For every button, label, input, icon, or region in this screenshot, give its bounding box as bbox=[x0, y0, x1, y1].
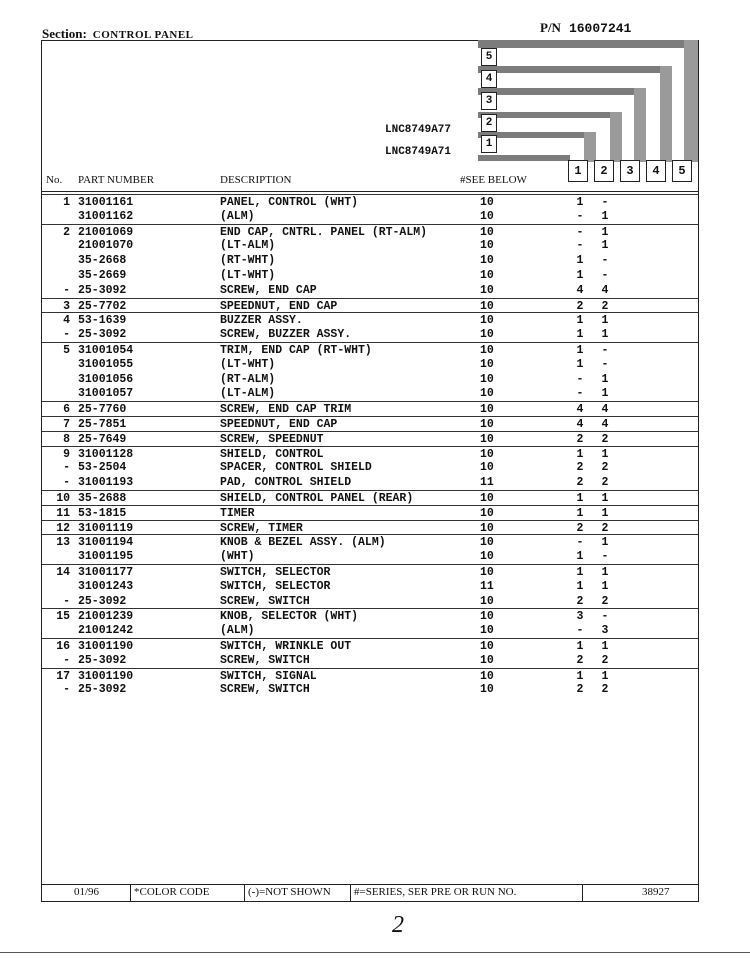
qty-model-1: 2 bbox=[576, 683, 584, 697]
part-number: 31001190 bbox=[78, 639, 134, 653]
part-number: 31001054 bbox=[78, 343, 134, 357]
qty-model-1: - bbox=[576, 387, 584, 401]
part-number: 25-3092 bbox=[78, 653, 127, 667]
page-edge-line bbox=[0, 952, 750, 953]
part-number: 25-7760 bbox=[78, 403, 127, 417]
part-number: 31001055 bbox=[78, 357, 134, 371]
table-row bbox=[42, 342, 698, 357]
series-code: 10 bbox=[480, 461, 494, 475]
item-number: 9 bbox=[63, 447, 70, 461]
qty-model-2: 1 bbox=[601, 447, 609, 461]
series-code: 10 bbox=[480, 417, 494, 431]
table-row bbox=[42, 431, 698, 446]
table-row bbox=[42, 608, 698, 623]
item-number: 8 bbox=[63, 432, 70, 446]
description: SWITCH, SELECTOR bbox=[220, 565, 331, 579]
table-row bbox=[42, 238, 698, 253]
part-number: 31001057 bbox=[78, 387, 134, 401]
description: (LT-WHT) bbox=[220, 268, 276, 282]
description: SPEEDNUT, END CAP bbox=[220, 417, 338, 431]
part-number: 25-3092 bbox=[78, 283, 127, 297]
stair-number: 4 bbox=[481, 70, 497, 88]
stair-number: 2 bbox=[481, 114, 497, 132]
footer-divider bbox=[582, 885, 583, 901]
description: (LT-ALM) bbox=[220, 239, 276, 253]
description: SCREW, BUZZER ASSY. bbox=[220, 328, 352, 342]
part-number: 31001056 bbox=[78, 372, 134, 386]
qty-model-1: 1 bbox=[576, 491, 584, 505]
table-row bbox=[42, 372, 698, 387]
description: PAD, CONTROL SHIELD bbox=[220, 476, 352, 490]
series-code: 10 bbox=[480, 343, 494, 357]
part-number: 21001242 bbox=[78, 624, 134, 638]
qty-model-2: - bbox=[601, 550, 609, 564]
qty-model-1: 1 bbox=[576, 506, 584, 520]
qty-model-2: 4 bbox=[601, 403, 609, 417]
qty-model-2: - bbox=[601, 357, 609, 371]
part-number: 25-7851 bbox=[78, 417, 127, 431]
footer bbox=[42, 885, 698, 901]
footer-divider bbox=[244, 885, 245, 901]
footer-doc-number: 38927 bbox=[642, 886, 670, 898]
description: TIMER bbox=[220, 506, 255, 520]
series-code: 11 bbox=[480, 476, 494, 490]
part-number: 31001128 bbox=[78, 447, 134, 461]
series-code: 10 bbox=[480, 196, 494, 209]
item-number: 3 bbox=[63, 299, 70, 313]
series-code: 10 bbox=[480, 610, 494, 624]
stair-number: 1 bbox=[481, 135, 497, 153]
qty-model-2: 2 bbox=[601, 594, 609, 608]
table-row bbox=[42, 668, 698, 683]
qty-model-2: 2 bbox=[601, 461, 609, 475]
part-number: 31001177 bbox=[78, 565, 134, 579]
table-row bbox=[42, 194, 698, 209]
qty-model-2: 2 bbox=[601, 476, 609, 490]
qty-model-2: - bbox=[601, 343, 609, 357]
part-number: 21001069 bbox=[78, 225, 134, 239]
model-number-a: LNC8749A77 bbox=[385, 124, 452, 136]
band-4-v bbox=[660, 66, 672, 162]
item-number: 10 bbox=[56, 491, 70, 505]
series-code: 10 bbox=[480, 225, 494, 239]
footer-color-code: *COLOR CODE bbox=[134, 886, 210, 898]
qty-model-2: - bbox=[601, 254, 609, 268]
item-number: 5 bbox=[63, 343, 70, 357]
qty-model-2: - bbox=[601, 196, 609, 209]
series-code: 10 bbox=[480, 357, 494, 371]
series-code: 10 bbox=[480, 536, 494, 550]
qty-model-2: 1 bbox=[601, 225, 609, 239]
table-row bbox=[42, 283, 698, 298]
table-row bbox=[42, 682, 698, 697]
section-value: CONTROL PANEL bbox=[92, 29, 194, 41]
item-number: 1 bbox=[63, 196, 70, 209]
part-number: 31001190 bbox=[78, 669, 134, 683]
description: SWITCH, SELECTOR bbox=[220, 579, 331, 593]
description: SCREW, SWITCH bbox=[220, 653, 310, 667]
item-number: - bbox=[63, 283, 70, 297]
qty-model-2: 4 bbox=[601, 417, 609, 431]
qty-model-1: - bbox=[576, 372, 584, 386]
item-number: - bbox=[63, 328, 70, 342]
model-number-b: LNC8749A71 bbox=[385, 146, 452, 158]
series-code: 10 bbox=[480, 328, 494, 342]
table-row bbox=[42, 460, 698, 475]
qty-model-1: 4 bbox=[576, 417, 584, 431]
description: PANEL, CONTROL (WHT) bbox=[220, 196, 359, 209]
description: END CAP, CNTRL. PANEL (RT-ALM) bbox=[220, 225, 428, 239]
series-code: 10 bbox=[480, 283, 494, 297]
model-column-number: 4 bbox=[646, 160, 666, 182]
series-code: 10 bbox=[480, 209, 494, 223]
band-5-v bbox=[684, 40, 698, 162]
pn-value: 16007241 bbox=[568, 21, 632, 36]
item-number: 16 bbox=[56, 639, 70, 653]
table-row bbox=[42, 446, 698, 461]
qty-model-1: - bbox=[576, 239, 584, 253]
qty-model-1: 1 bbox=[576, 343, 584, 357]
table-row bbox=[42, 579, 698, 594]
qty-model-2: 3 bbox=[601, 624, 609, 638]
qty-model-2: 2 bbox=[601, 683, 609, 697]
qty-model-1: 1 bbox=[576, 565, 584, 579]
table-row bbox=[42, 268, 698, 283]
qty-model-1: 1 bbox=[576, 669, 584, 683]
qty-model-2: 1 bbox=[601, 669, 609, 683]
series-code: 10 bbox=[480, 521, 494, 535]
part-number: 31001243 bbox=[78, 579, 134, 593]
qty-model-1: 1 bbox=[576, 268, 584, 282]
series-code: 10 bbox=[480, 550, 494, 564]
item-number: 15 bbox=[56, 610, 70, 624]
table-row bbox=[42, 253, 698, 268]
description: SPACER, CONTROL SHIELD bbox=[220, 461, 372, 475]
series-code: 10 bbox=[480, 565, 494, 579]
part-number: 21001239 bbox=[78, 610, 134, 624]
table-row bbox=[42, 401, 698, 416]
qty-model-2: 1 bbox=[601, 491, 609, 505]
stair-number: 3 bbox=[481, 92, 497, 110]
part-number: 25-3092 bbox=[78, 683, 127, 697]
table-row bbox=[42, 312, 698, 327]
item-number: 17 bbox=[56, 669, 70, 683]
description: SCREW, SPEEDNUT bbox=[220, 432, 324, 446]
band-5-h bbox=[478, 40, 698, 48]
model-column-number: 2 bbox=[594, 160, 614, 182]
footer-not-shown: (-)=NOT SHOWN bbox=[248, 886, 331, 898]
qty-model-2: 1 bbox=[601, 565, 609, 579]
table-row bbox=[42, 490, 698, 505]
qty-model-1: 1 bbox=[576, 639, 584, 653]
qty-model-1: 1 bbox=[576, 550, 584, 564]
description: SHIELD, CONTROL bbox=[220, 447, 324, 461]
part-number: 31001195 bbox=[78, 550, 134, 564]
band-3-h bbox=[478, 88, 646, 95]
section-label: Section: bbox=[42, 26, 87, 41]
item-number: 12 bbox=[56, 521, 70, 535]
qty-model-2: 2 bbox=[601, 653, 609, 667]
description: SPEEDNUT, END CAP bbox=[220, 299, 338, 313]
description: SWITCH, SIGNAL bbox=[220, 669, 317, 683]
description: KNOB & BEZEL ASSY. (ALM) bbox=[220, 536, 386, 550]
qty-model-1: 1 bbox=[576, 196, 584, 209]
qty-model-2: 1 bbox=[601, 314, 609, 328]
series-code: 10 bbox=[480, 387, 494, 401]
item-number: 6 bbox=[63, 403, 70, 417]
description: (LT-ALM) bbox=[220, 387, 276, 401]
part-number: 25-7702 bbox=[78, 299, 127, 313]
series-code: 10 bbox=[480, 491, 494, 505]
qty-model-1: 3 bbox=[576, 610, 584, 624]
table-row bbox=[42, 298, 698, 313]
description: (WHT) bbox=[220, 550, 255, 564]
series-code: 10 bbox=[480, 683, 494, 697]
band-0-h bbox=[478, 155, 570, 161]
table-row bbox=[42, 209, 698, 224]
qty-model-1: 2 bbox=[576, 594, 584, 608]
qty-model-1: 2 bbox=[576, 476, 584, 490]
qty-model-2: 2 bbox=[601, 432, 609, 446]
table-row bbox=[42, 327, 698, 342]
series-code: 11 bbox=[480, 579, 494, 593]
pn-label: P/N bbox=[540, 20, 561, 35]
series-code: 10 bbox=[480, 314, 494, 328]
description: (RT-WHT) bbox=[220, 254, 276, 268]
series-code: 10 bbox=[480, 403, 494, 417]
series-code: 10 bbox=[480, 239, 494, 253]
series-code: 10 bbox=[480, 624, 494, 638]
item-number: 2 bbox=[63, 225, 70, 239]
part-number: 35-2688 bbox=[78, 491, 127, 505]
table-row bbox=[42, 594, 698, 609]
qty-model-2: 1 bbox=[601, 328, 609, 342]
table-row bbox=[42, 386, 698, 401]
band-4-h bbox=[478, 66, 672, 73]
footer-divider bbox=[350, 885, 351, 901]
part-number: 21001070 bbox=[78, 239, 134, 253]
item-number: 4 bbox=[63, 314, 70, 328]
header-rule bbox=[42, 191, 698, 192]
qty-model-1: 2 bbox=[576, 653, 584, 667]
part-number: 25-7649 bbox=[78, 432, 127, 446]
qty-model-2: 1 bbox=[601, 506, 609, 520]
description: (LT-WHT) bbox=[220, 357, 276, 371]
table-row bbox=[42, 416, 698, 431]
qty-model-2: 2 bbox=[601, 521, 609, 535]
series-code: 10 bbox=[480, 432, 494, 446]
part-number: 25-3092 bbox=[78, 594, 127, 608]
item-number: - bbox=[63, 683, 70, 697]
series-code: 10 bbox=[480, 268, 494, 282]
qty-model-1: 1 bbox=[576, 314, 584, 328]
description: TRIM, END CAP (RT-WHT) bbox=[220, 343, 372, 357]
model-column-number: 1 bbox=[568, 160, 588, 182]
description: (RT-ALM) bbox=[220, 372, 276, 386]
part-number: 53-1815 bbox=[78, 506, 127, 520]
table-row bbox=[42, 623, 698, 638]
part-number: 25-3092 bbox=[78, 328, 127, 342]
band-2-h bbox=[478, 112, 622, 118]
table-row bbox=[42, 534, 698, 549]
qty-model-1: 1 bbox=[576, 447, 584, 461]
qty-model-1: 2 bbox=[576, 299, 584, 313]
qty-model-2: 1 bbox=[601, 387, 609, 401]
band-3-v bbox=[634, 88, 646, 162]
description: (ALM) bbox=[220, 209, 255, 223]
table-row bbox=[42, 653, 698, 668]
column-header-description: DESCRIPTION bbox=[220, 174, 292, 186]
table-row bbox=[42, 475, 698, 490]
series-code: 10 bbox=[480, 254, 494, 268]
qty-model-1: 2 bbox=[576, 432, 584, 446]
footer-divider bbox=[130, 885, 131, 901]
table-row bbox=[42, 520, 698, 535]
table-row bbox=[42, 505, 698, 520]
table-row bbox=[42, 638, 698, 653]
band-2-v bbox=[610, 112, 622, 162]
model-column-number: 5 bbox=[672, 160, 692, 182]
description: BUZZER ASSY. bbox=[220, 314, 303, 328]
item-number: - bbox=[63, 594, 70, 608]
item-number: 7 bbox=[63, 417, 70, 431]
series-code: 10 bbox=[480, 653, 494, 667]
description: SHIELD, CONTROL PANEL (REAR) bbox=[220, 491, 414, 505]
column-header-part-number: PART NUMBER bbox=[78, 174, 155, 186]
model-column-number: 3 bbox=[620, 160, 640, 182]
qty-model-2: 1 bbox=[601, 536, 609, 550]
qty-model-2: 1 bbox=[601, 639, 609, 653]
qty-model-1: - bbox=[576, 536, 584, 550]
description: KNOB, SELECTOR (WHT) bbox=[220, 610, 359, 624]
part-number: 35-2668 bbox=[78, 254, 127, 268]
qty-model-2: 1 bbox=[601, 372, 609, 386]
column-header-see-below: #SEE BELOW bbox=[460, 174, 527, 186]
qty-model-1: 1 bbox=[576, 579, 584, 593]
description: SCREW, SWITCH bbox=[220, 594, 310, 608]
item-number: 11 bbox=[56, 506, 70, 520]
qty-model-2: - bbox=[601, 610, 609, 624]
description: SCREW, END CAP TRIM bbox=[220, 403, 352, 417]
series-code: 10 bbox=[480, 594, 494, 608]
part-number: 31001162 bbox=[78, 209, 134, 223]
table-row bbox=[42, 224, 698, 239]
series-code: 10 bbox=[480, 299, 494, 313]
qty-model-1: 2 bbox=[576, 521, 584, 535]
qty-model-2: 1 bbox=[601, 579, 609, 593]
series-code: 10 bbox=[480, 669, 494, 683]
part-number: 31001193 bbox=[78, 476, 134, 490]
series-code: 10 bbox=[480, 447, 494, 461]
item-number: - bbox=[63, 461, 70, 475]
series-code: 10 bbox=[480, 506, 494, 520]
qty-model-1: 4 bbox=[576, 403, 584, 417]
qty-model-1: - bbox=[576, 225, 584, 239]
qty-model-2: 1 bbox=[601, 239, 609, 253]
part-number: 53-2504 bbox=[78, 461, 127, 475]
series-code: 10 bbox=[480, 372, 494, 386]
qty-model-2: 4 bbox=[601, 283, 609, 297]
description: (ALM) bbox=[220, 624, 255, 638]
qty-model-1: 2 bbox=[576, 461, 584, 475]
qty-model-1: 1 bbox=[576, 254, 584, 268]
series-code: 10 bbox=[480, 639, 494, 653]
band-1-v bbox=[584, 132, 596, 162]
stair-number: 5 bbox=[481, 48, 497, 66]
description: SCREW, END CAP bbox=[220, 283, 317, 297]
footer-date: 01/96 bbox=[74, 886, 100, 898]
description: SWITCH, WRINKLE OUT bbox=[220, 639, 352, 653]
qty-model-2: 2 bbox=[601, 299, 609, 313]
table-row bbox=[42, 564, 698, 579]
handwritten-page-number: 2 bbox=[392, 912, 404, 938]
part-number-header bbox=[540, 20, 631, 36]
description: SCREW, TIMER bbox=[220, 521, 303, 535]
item-number: 14 bbox=[56, 565, 70, 579]
item-number: 13 bbox=[56, 536, 70, 550]
qty-model-2: - bbox=[601, 268, 609, 282]
table-row bbox=[42, 357, 698, 372]
description: SCREW, SWITCH bbox=[220, 683, 310, 697]
part-number: 53-1639 bbox=[78, 314, 127, 328]
footer-series-note: #=SERIES, SER PRE OR RUN NO. bbox=[354, 886, 517, 898]
qty-model-2: 1 bbox=[601, 209, 609, 223]
item-number: - bbox=[63, 653, 70, 667]
qty-model-1: 1 bbox=[576, 328, 584, 342]
part-number: 31001161 bbox=[78, 196, 134, 209]
qty-model-1: - bbox=[576, 624, 584, 638]
column-header-no: No. bbox=[46, 174, 63, 186]
part-number: 35-2669 bbox=[78, 268, 127, 282]
qty-model-1: 1 bbox=[576, 357, 584, 371]
parts-table bbox=[42, 194, 698, 697]
qty-model-1: - bbox=[576, 209, 584, 223]
item-number: - bbox=[63, 476, 70, 490]
part-number: 31001194 bbox=[78, 536, 134, 550]
part-number: 31001119 bbox=[78, 521, 134, 535]
table-row bbox=[42, 549, 698, 564]
qty-model-1: 4 bbox=[576, 283, 584, 297]
